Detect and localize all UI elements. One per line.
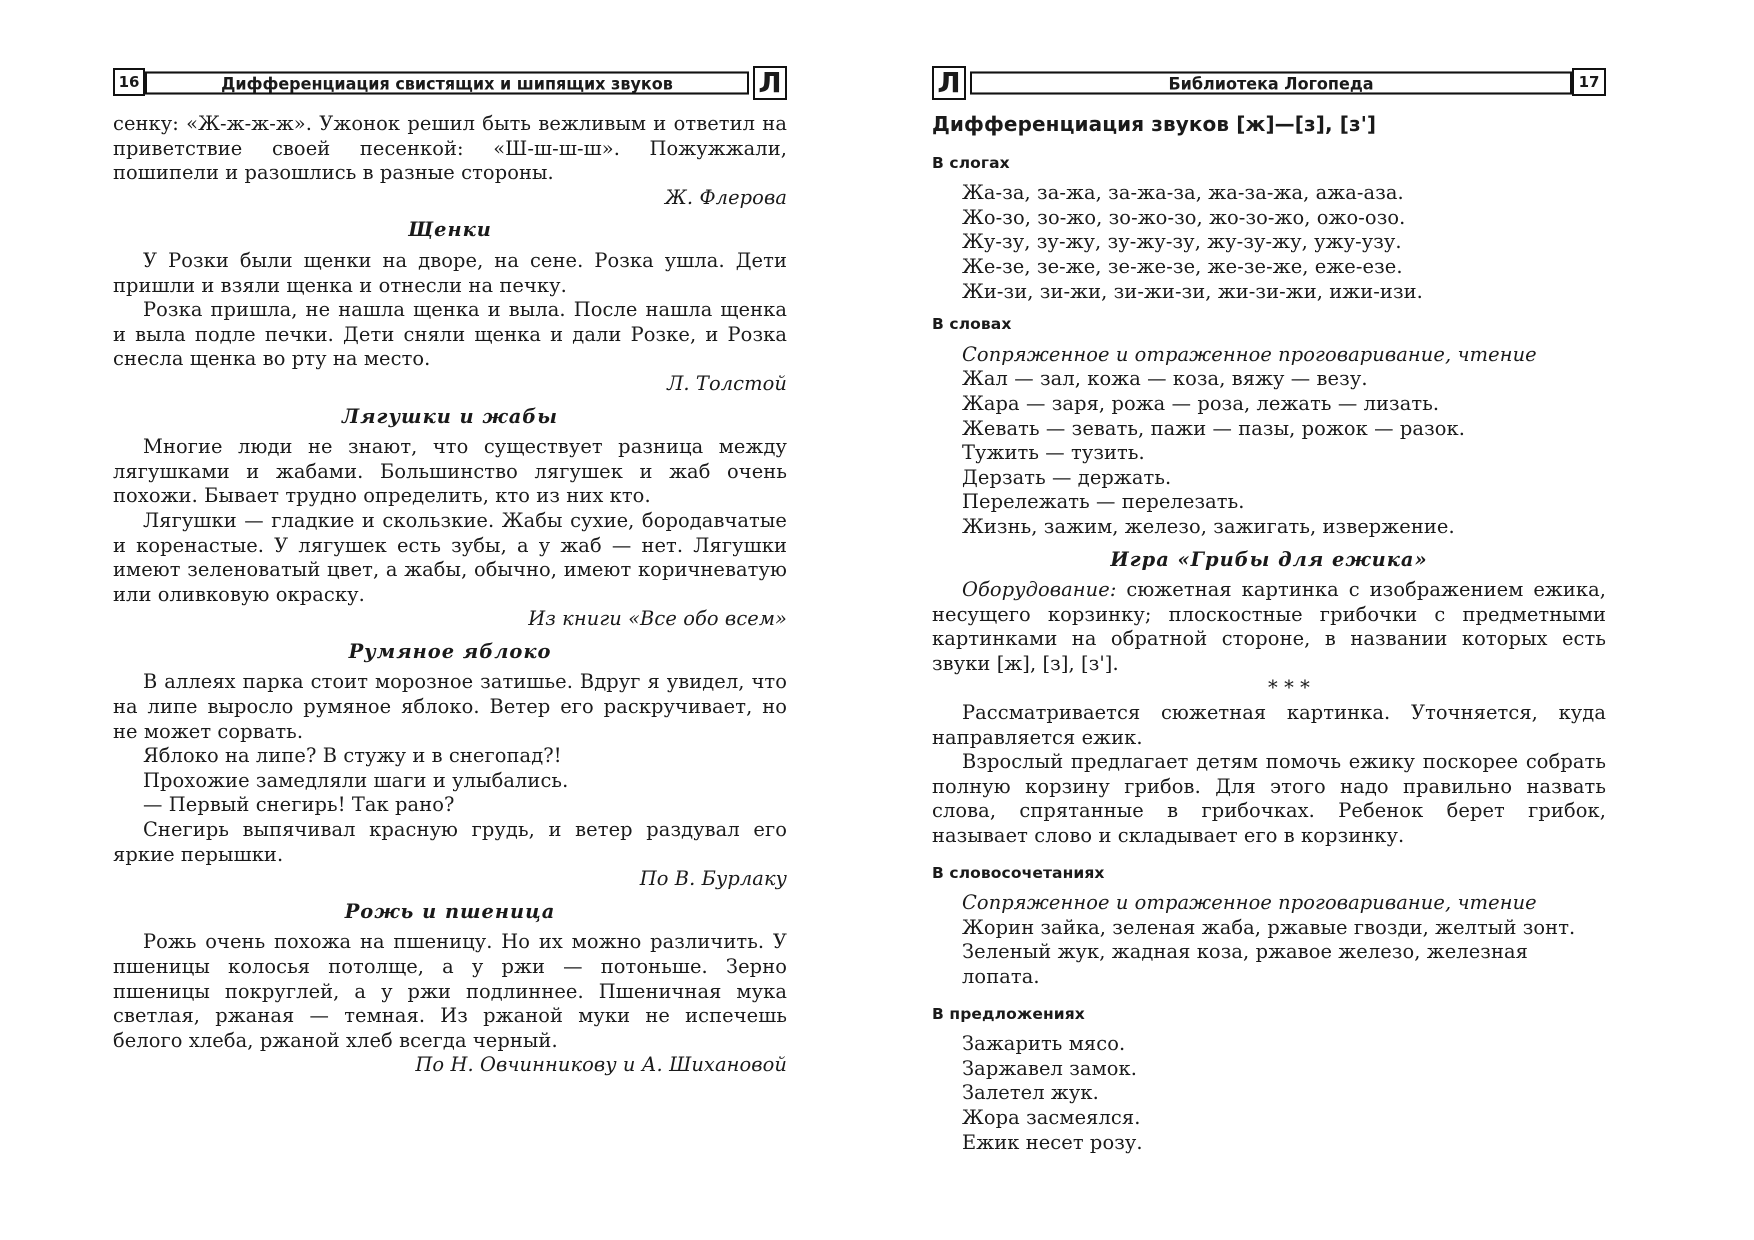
list-item: Жа-за, за-жа, за-жа-за, жа-за-жа, ажа-аза. bbox=[962, 181, 1404, 205]
story-line: — Первый снегирь! Так рано? bbox=[143, 793, 455, 817]
story-line: Яблоко на липе? В стужу и в снегопад?! bbox=[143, 744, 562, 768]
subheading-syllables: В слогах bbox=[932, 153, 1010, 172]
story-source: Л. Толстой bbox=[667, 371, 787, 395]
right-running-title: Библиотека Логопеда bbox=[970, 71, 1572, 94]
right-page bbox=[932, 66, 1606, 1155]
words-list bbox=[932, 343, 1606, 540]
right-page-number: 17 bbox=[1572, 68, 1606, 96]
subheading-words: В словах bbox=[932, 315, 1012, 334]
list-item: Жара — заря, рожа — роза, лежать — лизать. bbox=[962, 391, 1440, 415]
story-paragraph: У Розки были щенки на дворе, на сене. Розка ушла. Дети пришли и взяли щенка и отнесли на печку. bbox=[113, 248, 787, 297]
story-paragraph: Лягушки — гладкие и скользкие. Жабы сухие, бородавчатые и коренастые. У лягушек есть зубы, а у жаб — нет. Лягушки имеют зеленоватый цвет, а жабы, обычно, имеют коричневатую или оливковую окраску. bbox=[113, 508, 787, 606]
list-item: Же-зе, зе-же, зе-же-зе, же-зе-же, еже-езе. bbox=[962, 254, 1403, 278]
left-page-number: 16 bbox=[113, 68, 145, 96]
syllables-list bbox=[932, 181, 1606, 304]
list-item: Тужить — тузить. bbox=[962, 441, 1145, 465]
intro-source: Ж. Флерова bbox=[665, 185, 787, 209]
phrases-list bbox=[932, 891, 1606, 989]
list-item: Жи-зи, зи-жи, зи-жи-зи, жи-зи-жи, ижи-изи. bbox=[962, 279, 1423, 303]
left-running-title: Дифференциация свистящих и шипящих звуков bbox=[145, 71, 749, 94]
subheading-sentences: В предложениях bbox=[932, 1004, 1085, 1023]
list-item: Жо-зо, зо-жо, зо-жо-зо, жо-зо-жо, ожо-озо. bbox=[962, 205, 1406, 229]
list-item: Жу-зу, зу-жу, зу-жу-зу, жу-зу-жу, ужу-узу. bbox=[962, 230, 1402, 254]
section-title: Дифференциация звуков [ж]—[з], [з'] bbox=[932, 112, 1377, 136]
instruction: Сопряженное и отраженное проговаривание, чтение bbox=[962, 342, 1537, 366]
instruction: Сопряженное и отраженное проговаривание, чтение bbox=[962, 891, 1537, 915]
story-title: Румяное яблоко bbox=[348, 639, 552, 663]
story-title: Лягушки и жабы bbox=[341, 404, 559, 428]
story-paragraph: Снегирь выпячивал красную грудь, и ветер раздувал его яркие перышки. bbox=[113, 818, 787, 866]
left-body bbox=[113, 112, 787, 1078]
game-paragraph: Взрослый предлагает детям помочь ежику поскорее собрать полную корзину грибов. Для этого надо правильно назвать слова, спрятанные в грибочках. Ребенок берет грибок, называет слово и складывает его в корзинку. bbox=[932, 750, 1606, 848]
left-page bbox=[113, 66, 787, 1078]
game-equipment bbox=[932, 578, 1606, 676]
list-item: Залетел жук. bbox=[962, 1081, 1099, 1105]
story-source: По В. Бурлаку bbox=[639, 867, 787, 891]
list-item: Жал — зал, кожа — коза, вяжу — везу. bbox=[962, 367, 1368, 391]
story-title: Щенки bbox=[408, 218, 492, 242]
story-line: Прохожие замедляли шаги и улыбались. bbox=[143, 768, 569, 792]
story-paragraph: Рожь очень похожа на пшеницу. Но их можно различить. У пшеницы колосья потолще, а у ржи — потоньше. Зерно пшеницы покруглей, а у ржи подлиннее. Пшеничная мука светлая, ржаная — темная. Из ржаной муки не испечешь белого хлеба, ржаной хлеб всегда черный. bbox=[113, 930, 787, 1052]
subheading-phrases: В словосочетаниях bbox=[932, 863, 1105, 882]
game-paragraph: Рассматривается сюжетная картинка. Уточняется, куда направляется ежик. bbox=[932, 701, 1606, 749]
story-title: Рожь и пшеница bbox=[344, 899, 556, 923]
story-source: Из книги «Все обо всем» bbox=[528, 607, 787, 631]
list-item: Ежик несет розу. bbox=[962, 1130, 1143, 1154]
left-running-header bbox=[113, 66, 787, 100]
list-item: Перележать — перелезать. bbox=[962, 490, 1245, 514]
game-title: Игра «Грибы для ежика» bbox=[1110, 547, 1428, 571]
right-body bbox=[932, 112, 1606, 1155]
left-logo: Л bbox=[753, 66, 787, 100]
list-item: Зеленый жук, жадная коза, ржавое железо, железная лопата. bbox=[962, 940, 1528, 988]
equipment-label: Оборудование: bbox=[962, 578, 1117, 602]
equipment-text: сюжетная картинка с изображением ежика, несущего корзинку; плоскостные грибочки с предметными картинками на обратной стороне, в названии которых есть звуки [ж], [з], [з']. bbox=[932, 578, 1607, 675]
story-paragraph: Розка пришла, не нашла щенка и выла. После нашла щенка и выла подле печки. Дети сняли щенка и дали Розке, и Розка снесла щенка во рту на место. bbox=[113, 298, 787, 371]
list-item: Заржавел замок. bbox=[962, 1056, 1138, 1080]
story-paragraph: В аллеях парка стоит морозное затишье. Вдруг я увидел, что на липе выросло румяное яблоко. Ветер его раскручивает, но не может сорвать. bbox=[113, 670, 787, 743]
stars-divider: * * * bbox=[1268, 676, 1310, 700]
list-item: Жевать — зевать, пажи — пазы, рожок — разок. bbox=[962, 416, 1466, 440]
right-logo: Л bbox=[932, 66, 966, 100]
list-item: Дерзать — держать. bbox=[962, 465, 1172, 489]
sentences-list bbox=[932, 1032, 1606, 1155]
right-running-header bbox=[932, 66, 1606, 100]
list-item: Жорин зайка, зеленая жаба, ржавые гвозди, желтый зонт. bbox=[962, 915, 1576, 939]
list-item: Жизнь, зажим, железо, зажигать, извержение. bbox=[962, 514, 1455, 538]
intro-paragraph: сенку: «Ж-ж-ж-ж». Ужонок решил быть вежливым и ответил на приветствие своей песенкой: «Ш-ш-ш-ш». Пожужжали, пошипели и разошлись в разные стороны. bbox=[113, 112, 787, 185]
list-item: Зажарить мясо. bbox=[962, 1032, 1126, 1056]
story-source: По Н. Овчинникову и А. Шихановой bbox=[415, 1053, 787, 1077]
story-paragraph: Многие люди не знают, что существует разница между лягушками и жабами. Большинство лягушек и жаб очень похожи. Бывает трудно определить, кто из них кто. bbox=[113, 435, 787, 508]
list-item: Жора засмеялся. bbox=[962, 1105, 1141, 1129]
